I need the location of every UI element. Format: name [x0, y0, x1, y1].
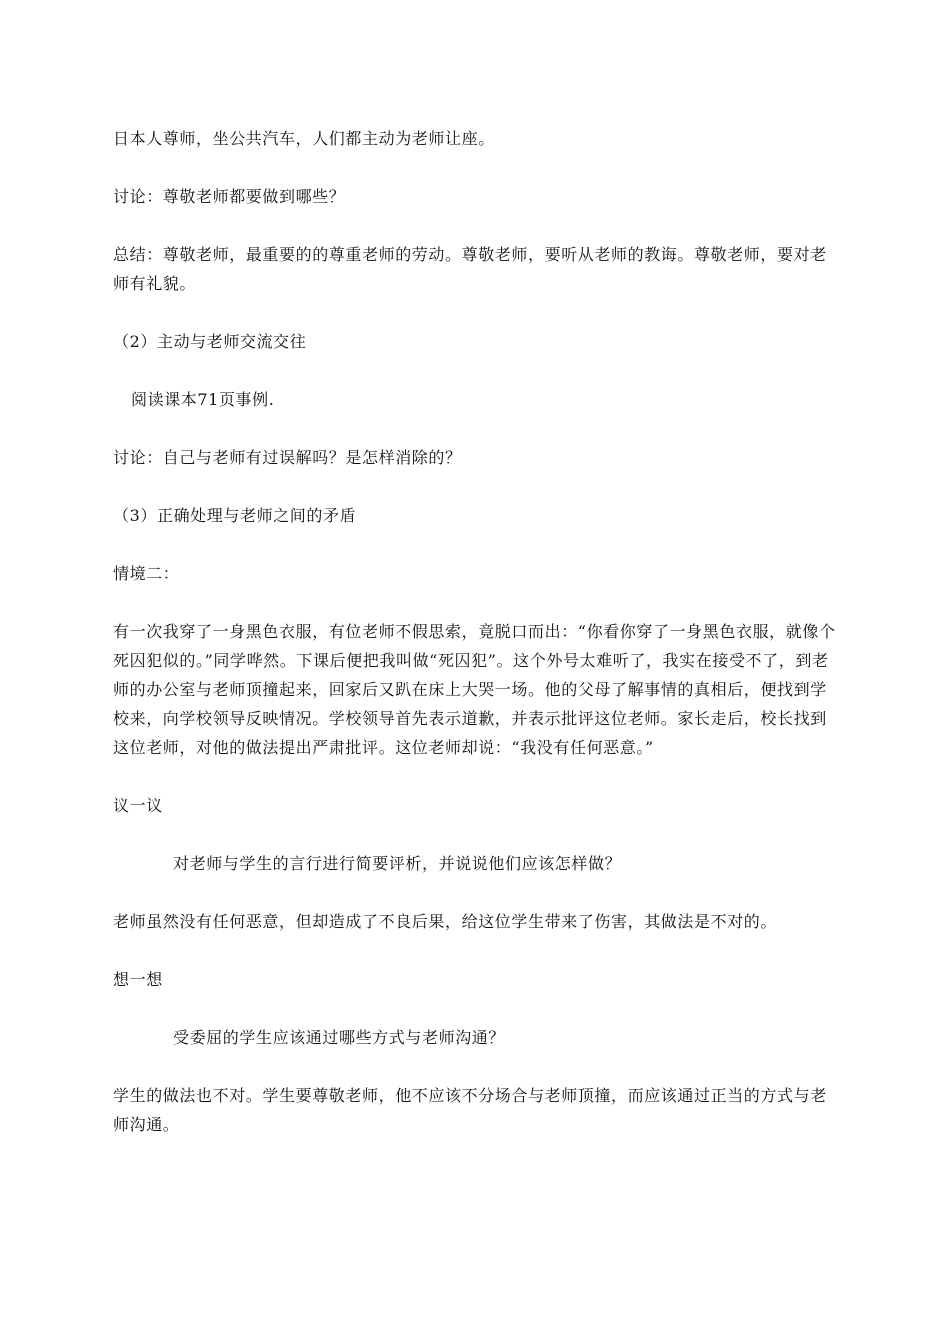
paragraph-reading: 阅读课本71页事例.	[131, 390, 275, 409]
paragraph-summary: 总结：尊敬老师，最重要的的尊重老师的劳动。尊敬老师，要听从老师的教诲。尊敬老师，要对老师有礼貌。	[113, 245, 827, 293]
think-question: 受委屈的学生应该通过哪些方式与老师沟通？	[173, 1028, 506, 1047]
scenario-heading: 情境二：	[113, 564, 180, 583]
paragraph-discussion-misunderstanding: 讨论：自己与老师有过误解吗？是怎样消除的？	[113, 448, 462, 467]
section-heading-2: （2）主动与老师交流交往	[113, 332, 307, 351]
scenario-story: 有一次我穿了一身黑色衣服，有位老师不假思索，竟脱口而出：“你看你穿了一身黑色衣服，就像个死囚犯似的。”同学哗然。下课后便把我叫做“死囚犯”。这个外号太难听了，我实在接受不了，到老师的办公室与老师顶撞起来，回家后又趴在床上大哭一场。他的父母了解事情的真相后，便找到学校来，向学校领导反映情况。学校领导首先表示道歉，并表示批评这位老师。家长走后，校长找到这位老师，对他的做法提出严肃批评。这位老师却说：“我没有任何恶意。”	[113, 622, 836, 757]
section-heading-3: （3）正确处理与老师之间的矛盾	[113, 506, 357, 525]
think-answer: 学生的做法也不对。学生要尊敬老师，他不应该不分场合与老师顶撞，而应该通过正当的方式与老师沟通。	[113, 1086, 827, 1134]
discuss-answer: 老师虽然没有任何恶意，但却造成了不良后果，给这位学生带来了伤害，其做法是不对的。	[113, 912, 778, 931]
discuss-heading: 议一议	[113, 796, 163, 815]
paragraph-respect-bus: 日本人尊师，坐公共汽车，人们都主动为老师让座。	[113, 129, 495, 148]
document-body	[113, 124, 837, 1139]
discuss-question: 对老师与学生的言行进行简要评析，并说说他们应该怎样做？	[173, 854, 622, 873]
paragraph-discussion-respect: 讨论：尊敬老师都要做到哪些？	[113, 187, 346, 206]
think-heading: 想一想	[113, 970, 163, 989]
